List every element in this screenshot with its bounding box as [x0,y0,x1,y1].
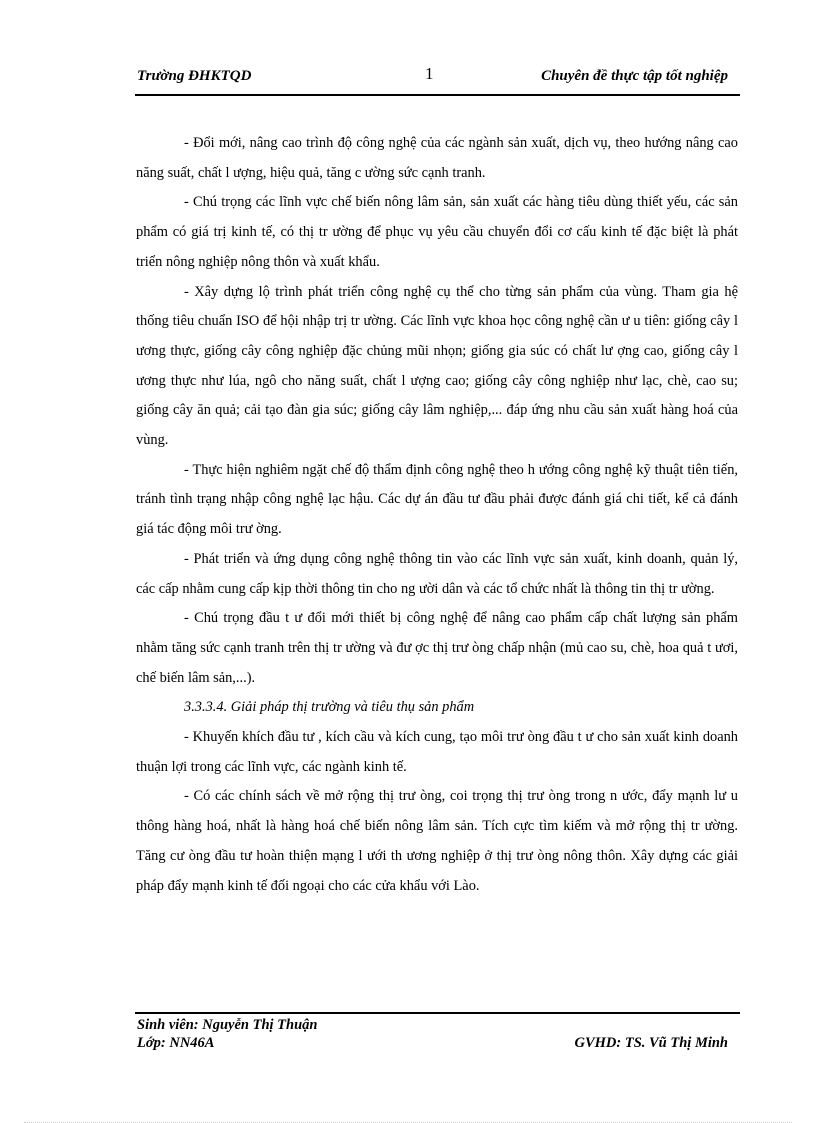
paragraph: - Khuyến khích đầu tư , kích cầu và kích cung, tạo môi trư òng đầu t ư cho sản xuất kinh doanh thuận lợi trong các lĩnh vực, các ngành kinh tế. [136,729,738,775]
paragraph: - Chú trọng các lĩnh vực chế biến nông lâm sản, sản xuất các hàng tiêu dùng thiết yếu, các sản phẩm có giá trị kinh tế, có thị tr ường để phục vụ yêu cầu chuyển đổi cơ cấu kinh tế đặc biệt là phát triển nông nghiệp nông thôn và xuất khẩu. [136,194,738,270]
page-number: 1 [425,64,434,83]
page-footer [135,1012,740,1056]
paragraph: - Phát triển và ứng dụng công nghệ thông tin vào các lĩnh vực sản xuất, kinh doanh, quản lý, các cấp nhằm cung cấp kịp thời thông tin cho ng ười dân và các tổ chức nhất là thông tin thị tr ường. [136,550,738,597]
section-heading: 3.3.3.4. Giải pháp thị trường và tiêu thụ sản phẩm [184,699,475,716]
paragraph: - Có các chính sách về mở rộng thị trư òng, coi trọng thị trư òng trong n ước, đẩy mạnh lư u thông hàng hoá, nhất là hàng hoá chế biến nông lâm sản. Tích cực tìm kiếm và mở rộng thị tr ường. Tăng cư òng đầu tư hoàn thiện mạng l ưới th ương nghiệp ở thị trư òng nông thôn. Xây dựng các giải pháp đẩy mạnh kinh tế đối ngoại cho các cửa khẩu với Lào. [136,788,738,894]
school-name: Trường ĐHKTQD [137,68,252,84]
paragraph: - Thực hiện nghiêm ngặt chế độ thẩm định công nghệ theo h ướng công nghệ kỹ thuật tiên tiến, tránh tình trạng nhập công nghệ lạc hậu. Các dự án đầu tư đầu phải được đánh giá chi tiết, kể cả đánh giá tác động môi trư ờng. [136,461,738,538]
student-name: Sinh viên: Nguyễn Thị Thuận [137,1017,318,1033]
document-body [136,129,738,901]
page-header [135,64,740,96]
paragraph: - Xây dựng lộ trình phát triển công nghệ cụ thể cho từng sản phẩm của vùng. Tham gia hệ thống tiêu chuẩn ISO để hội nhập trị tr ường. Các lĩnh vực khoa học công nghệ cần ư u tiên: giống cây l ương thực, giống cây công nghiệp đặc chủng mũi nhọn; giống gia súc có chất lư ợng cao, giống cây l ương thực như lúa, ngô cho năng suất, chất l ượng cao; giống cây công nghiệp như lạc, chè, cao su; giống cây ăn quả; cải tạo đàn gia súc; giống cây lâm nghiệp,... đáp ứng nhu cầu sản xuất hàng hoá của vùng. [136,283,738,449]
paragraph: - Đổi mới, nâng cao trình độ công nghệ của các ngành sản xuất, dịch vụ, theo hướng nâng cao năng suất, chất l ượng, hiệu quả, tăng c ường sức cạnh tranh. [136,135,738,181]
paragraph: - Chú trọng đầu t ư đổi mới thiết bị công nghệ để nâng cao phẩm cấp chất lượng sản phẩm nhằm tăng sức cạnh tranh trên thị tr ường và đư ợc thị trư òng chấp nhận (mủ cao su, chè, hoa quả t ươi, chế biến lâm sản,...). [136,610,738,686]
class-name: Lớp: NN46A [137,1035,215,1051]
document-type: Chuyên đề thực tập tốt nghiệp [541,68,728,84]
advisor-name: GVHD: TS. Vũ Thị Minh [574,1035,728,1051]
